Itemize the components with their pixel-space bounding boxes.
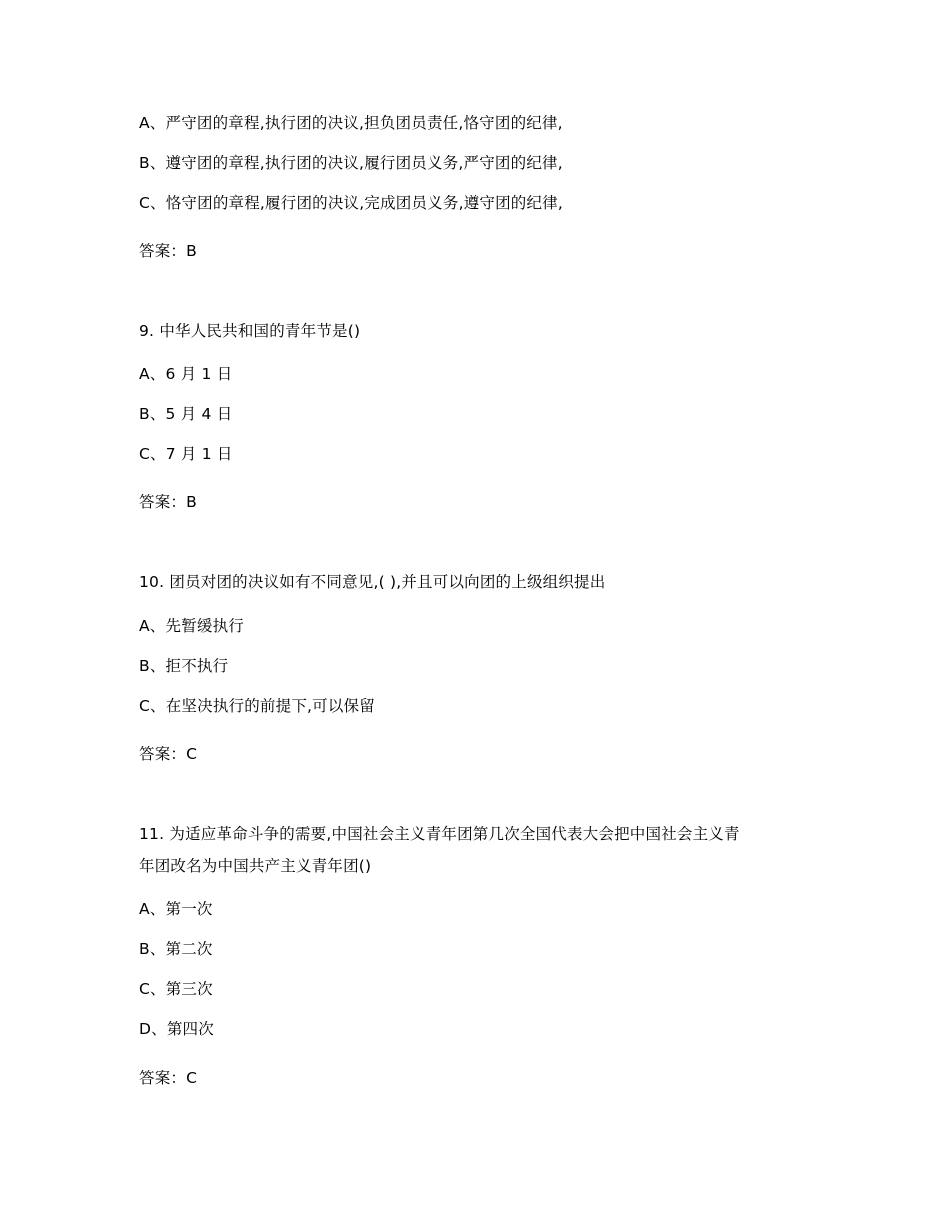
q11-answer: 答案：C [139,1069,198,1087]
q11-option-d: D、第四次 [139,1020,214,1038]
q10-answer: 答案：C [139,745,198,763]
q10-option-c: C、在坚决执行的前提下,可以保留 [139,697,375,715]
q8-answer: 答案：B [139,242,197,260]
q11-option-c: C、第三次 [139,980,213,998]
q11-question-line1: 11. 为适应革命斗争的需要,中国社会主义青年团第几次全国代表大会把中国社会主义青 [139,825,740,843]
q10-option-b: B、拒不执行 [139,657,229,675]
q9-question: 9. 中华人民共和国的青年节是() [139,322,361,340]
q10-question: 10. 团员对团的决议如有不同意见,( ),并且可以向团的上级组织提出 [139,573,606,591]
q11-question-line2: 年团改名为中国共产主义青年团() [139,857,372,875]
q11-option-b: B、第二次 [139,940,213,958]
q8-option-b: B、遵守团的章程,执行团的决议,履行团员义务,严守团的纪律, [139,154,563,172]
q11-option-a: A、第一次 [139,900,213,918]
q9-option-b: B、5 月 4 日 [139,405,233,423]
q9-option-c: C、7 月 1 日 [139,445,233,463]
q8-option-a: A、严守团的章程,执行团的决议,担负团员责任,恪守团的纪律, [139,114,563,132]
q10-option-a: A、先暂缓执行 [139,617,245,635]
q9-option-a: A、6 月 1 日 [139,365,233,383]
q8-option-c: C、恪守团的章程,履行团的决议,完成团员义务,遵守团的纪律, [139,194,564,212]
q9-answer: 答案：B [139,493,197,511]
